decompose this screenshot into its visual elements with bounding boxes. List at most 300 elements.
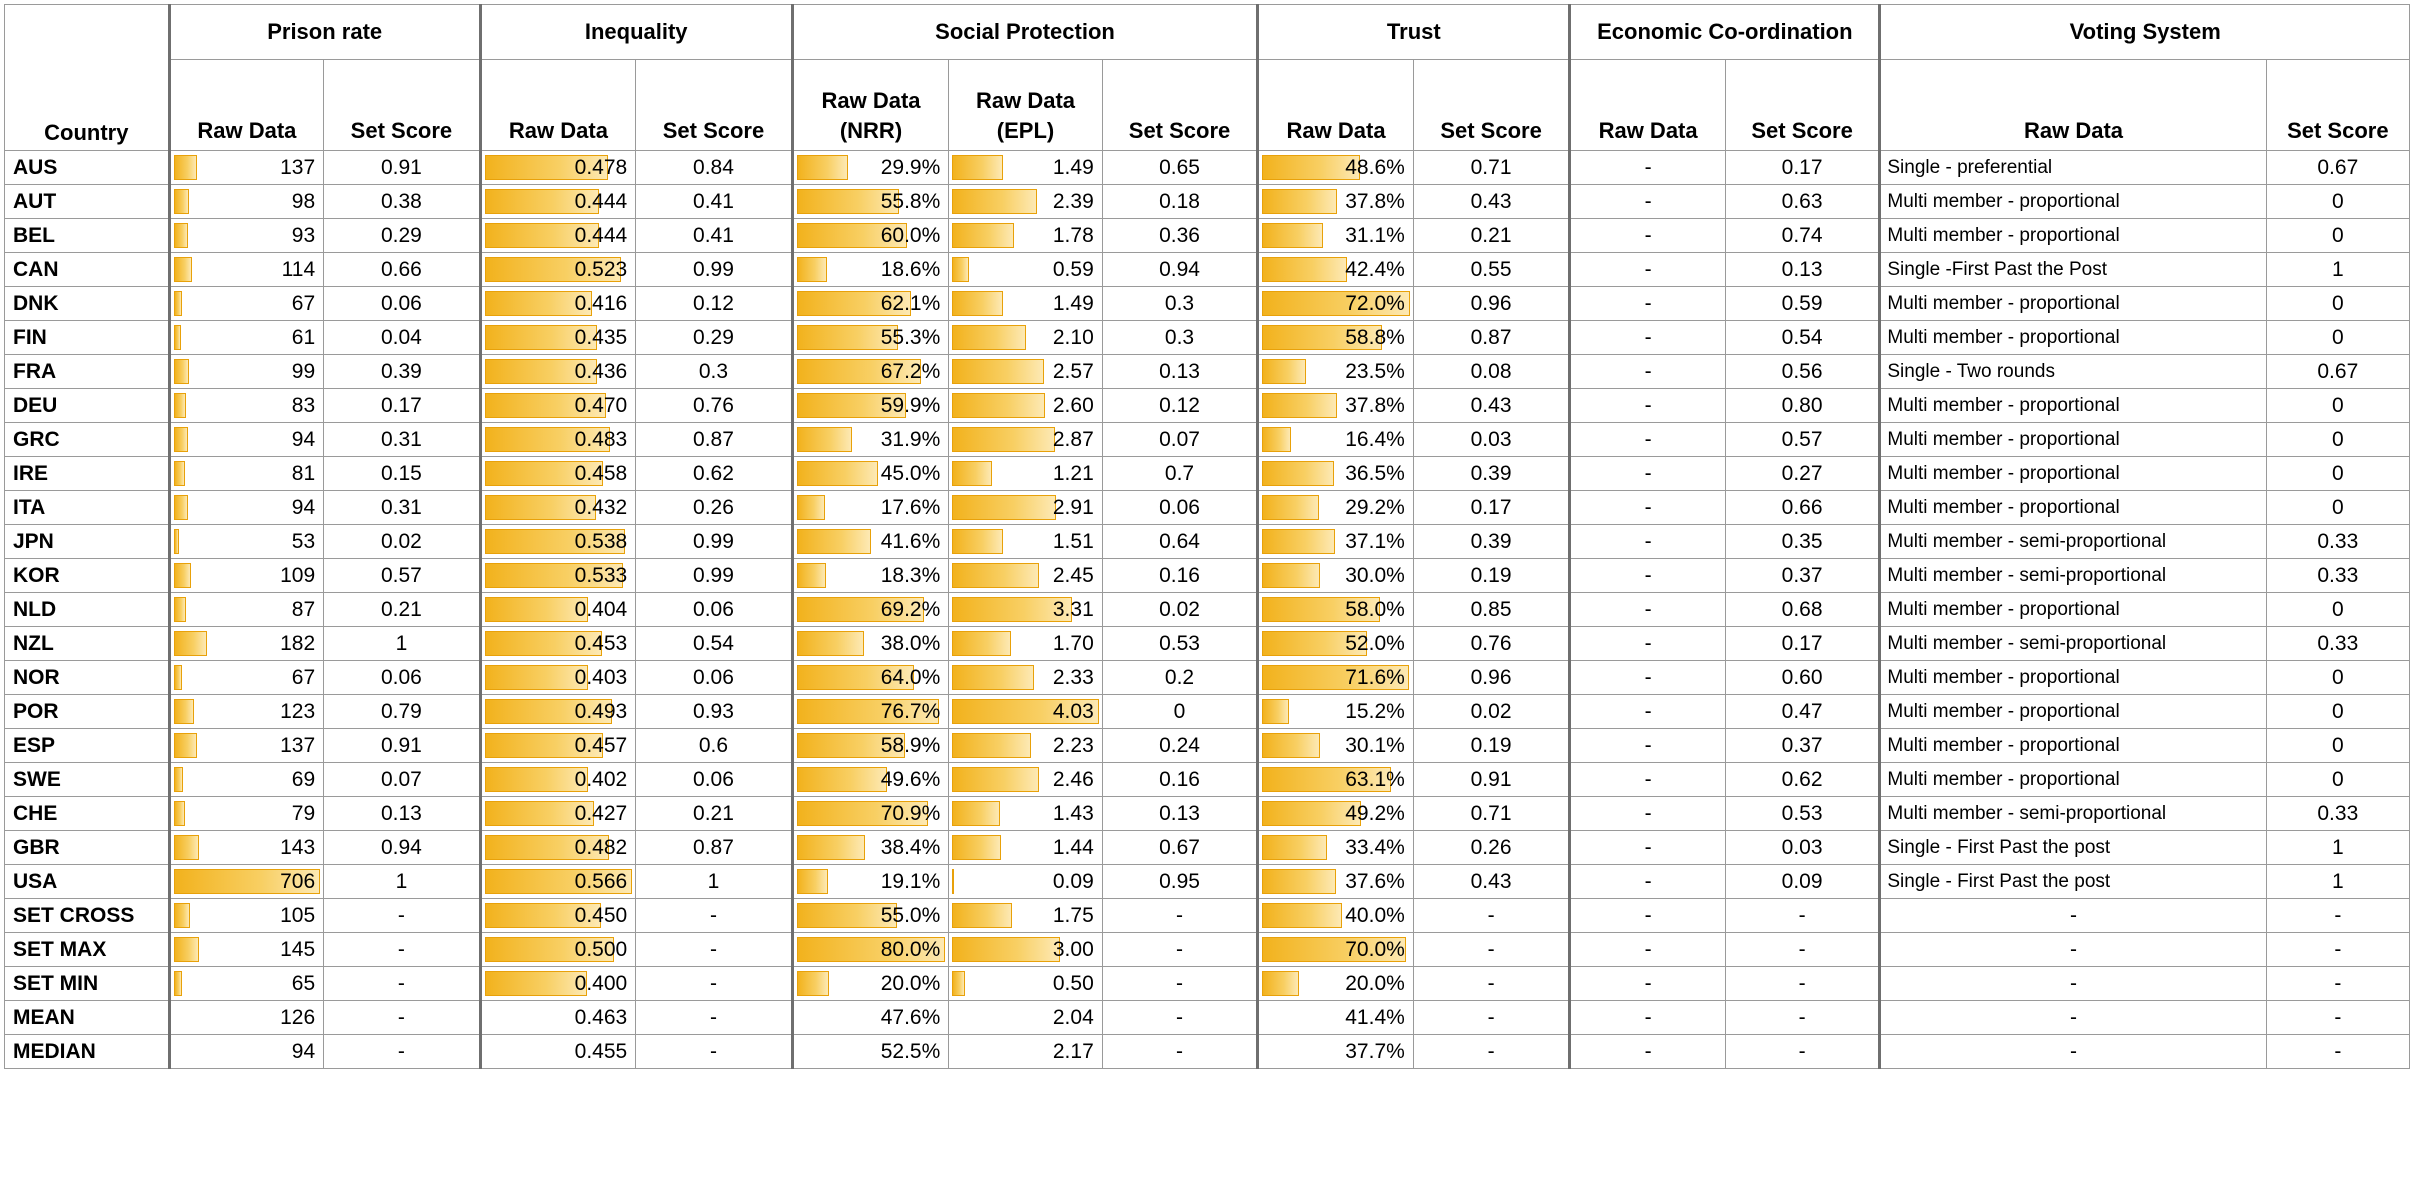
data-bar bbox=[1262, 903, 1341, 928]
cell-nrr bbox=[792, 1001, 949, 1035]
cell-country: BEL bbox=[5, 219, 170, 253]
cell-epl bbox=[949, 593, 1102, 627]
cell-vote: Multi member - proportional bbox=[1880, 219, 2266, 253]
cell-ineq bbox=[480, 457, 636, 491]
sub-header: Set Score bbox=[2266, 60, 2409, 151]
cell-vote-s: - bbox=[2266, 967, 2409, 1001]
data-bar bbox=[174, 767, 183, 792]
cell-value: 29.9% bbox=[880, 155, 941, 179]
cell-prison-s: 0.66 bbox=[324, 253, 481, 287]
cell-ineq bbox=[480, 389, 636, 423]
data-bar bbox=[952, 631, 1010, 656]
data-bar bbox=[174, 529, 179, 554]
cell-prison bbox=[169, 899, 324, 933]
cell-value: 83 bbox=[291, 393, 316, 417]
cell-trust bbox=[1258, 185, 1414, 219]
cell-vote-s: 0 bbox=[2266, 661, 2409, 695]
cell-ineq-s: 0.06 bbox=[636, 763, 793, 797]
sub-header: Set Score bbox=[1102, 60, 1258, 151]
cell-ec: - bbox=[1570, 967, 1726, 1001]
cell-value: 1.21 bbox=[1052, 461, 1094, 485]
data-bar bbox=[952, 801, 1000, 826]
cell-trust bbox=[1258, 219, 1414, 253]
cell-ineq bbox=[480, 287, 636, 321]
group-prison-rate: Prison rate bbox=[169, 5, 480, 60]
cell-value: 38.4% bbox=[880, 835, 941, 859]
cell-epl bbox=[949, 865, 1102, 899]
cell-prison bbox=[169, 389, 324, 423]
cell-ineq-s: 0.99 bbox=[636, 559, 793, 593]
cell-ineq-s: 0.99 bbox=[636, 525, 793, 559]
cell-value: 79 bbox=[291, 801, 316, 825]
cell-trust bbox=[1258, 763, 1414, 797]
data-bar bbox=[174, 427, 188, 452]
group-social-protection: Social Protection bbox=[792, 5, 1258, 60]
cell-value: 0.458 bbox=[574, 461, 628, 485]
cell-country: AUS bbox=[5, 151, 170, 185]
table-row bbox=[5, 865, 2410, 899]
country-header: Country bbox=[5, 5, 170, 151]
cell-vote-s: 0.33 bbox=[2266, 525, 2409, 559]
sub-header: Set Score bbox=[1725, 60, 1880, 151]
cell-vote-s: - bbox=[2266, 1001, 2409, 1035]
cell-sp-s: - bbox=[1102, 1035, 1258, 1069]
cell-prison bbox=[169, 559, 324, 593]
cell-value: 137 bbox=[280, 155, 316, 179]
data-bar bbox=[952, 461, 992, 486]
cell-vote: Single - First Past the post bbox=[1880, 865, 2266, 899]
cell-ineq bbox=[480, 185, 636, 219]
cell-prison-s: - bbox=[324, 1001, 481, 1035]
cell-trust-s: - bbox=[1413, 933, 1570, 967]
cell-vote-s: 0 bbox=[2266, 287, 2409, 321]
cell-trust bbox=[1258, 729, 1414, 763]
cell-prison bbox=[169, 865, 324, 899]
cell-ec-s: 0.09 bbox=[1725, 865, 1880, 899]
cell-country: DEU bbox=[5, 389, 170, 423]
cell-prison-s: - bbox=[324, 899, 481, 933]
cell-value: 0.402 bbox=[574, 767, 628, 791]
cell-value: 0.404 bbox=[574, 597, 628, 621]
cell-ec-s: - bbox=[1725, 899, 1880, 933]
cell-value: 0.500 bbox=[574, 937, 628, 961]
cell-value: 123 bbox=[280, 699, 316, 723]
cell-vote: Multi member - proportional bbox=[1880, 185, 2266, 219]
cell-sp-s: 0.64 bbox=[1102, 525, 1258, 559]
cell-ec-s: 0.03 bbox=[1725, 831, 1880, 865]
table-row bbox=[5, 287, 2410, 321]
cell-value: 1.49 bbox=[1052, 155, 1094, 179]
cell-prison-s: 1 bbox=[324, 627, 481, 661]
cell-nrr bbox=[792, 151, 949, 185]
cell-value: 87 bbox=[291, 597, 316, 621]
data-bar bbox=[952, 563, 1039, 588]
cell-country: SET CROSS bbox=[5, 899, 170, 933]
table-row bbox=[5, 151, 2410, 185]
cell-vote-s: 0 bbox=[2266, 321, 2409, 355]
cell-prison-s: 0.17 bbox=[324, 389, 481, 423]
cell-ec-s: 0.17 bbox=[1725, 151, 1880, 185]
cell-ineq bbox=[480, 729, 636, 763]
cell-nrr bbox=[792, 729, 949, 763]
cell-ineq-s: 0.62 bbox=[636, 457, 793, 491]
cell-trust-s: 0.76 bbox=[1413, 627, 1570, 661]
cell-trust-s: 0.39 bbox=[1413, 525, 1570, 559]
cell-value: 2.91 bbox=[1052, 495, 1094, 519]
table-row bbox=[5, 695, 2410, 729]
cell-prison-s: 0.06 bbox=[324, 287, 481, 321]
cell-trust-s: 0.96 bbox=[1413, 287, 1570, 321]
table-row bbox=[5, 967, 2410, 1001]
table-row bbox=[5, 1035, 2410, 1069]
cell-trust-s: 0.17 bbox=[1413, 491, 1570, 525]
cell-vote: - bbox=[1880, 899, 2266, 933]
cell-value: 42.4% bbox=[1345, 257, 1405, 281]
cell-ineq-s: 0.41 bbox=[636, 219, 793, 253]
cell-trust-s: 0.87 bbox=[1413, 321, 1570, 355]
cell-ineq-s: 0.06 bbox=[636, 593, 793, 627]
cell-value: 1.78 bbox=[1052, 223, 1094, 247]
cell-nrr bbox=[792, 559, 949, 593]
cell-value: 61 bbox=[291, 325, 316, 349]
cell-value: 17.6% bbox=[880, 495, 941, 519]
cell-vote: Multi member - proportional bbox=[1880, 593, 2266, 627]
data-bar bbox=[174, 359, 189, 384]
cell-value: 2.57 bbox=[1052, 359, 1094, 383]
cell-ec: - bbox=[1570, 627, 1726, 661]
cell-ineq-s: 0.76 bbox=[636, 389, 793, 423]
cell-value: 2.33 bbox=[1052, 665, 1094, 689]
cell-country: MEAN bbox=[5, 1001, 170, 1035]
cell-value: 114 bbox=[281, 257, 316, 281]
sub-header: Raw Data bbox=[1258, 60, 1414, 151]
cell-value: 23.5% bbox=[1345, 359, 1405, 383]
table-row bbox=[5, 321, 2410, 355]
cell-trust bbox=[1258, 253, 1414, 287]
cell-ec-s: 0.54 bbox=[1725, 321, 1880, 355]
cell-country: CHE bbox=[5, 797, 170, 831]
cell-value: 98 bbox=[291, 189, 316, 213]
cell-value: 37.8% bbox=[1345, 393, 1405, 417]
cell-prison-s: 0.15 bbox=[324, 457, 481, 491]
cell-value: 0.533 bbox=[574, 563, 628, 587]
cell-vote: Multi member - proportional bbox=[1880, 423, 2266, 457]
cell-epl bbox=[949, 559, 1102, 593]
data-bar bbox=[952, 767, 1039, 792]
cell-ineq bbox=[480, 423, 636, 457]
cell-prison-s: 0.04 bbox=[324, 321, 481, 355]
cell-sp-s: - bbox=[1102, 933, 1258, 967]
cell-ineq-s: 0.6 bbox=[636, 729, 793, 763]
cell-ineq-s: 0.87 bbox=[636, 831, 793, 865]
cell-value: 0.400 bbox=[574, 971, 628, 995]
cell-value: 0.09 bbox=[1052, 869, 1094, 893]
cell-prison-s: 0.39 bbox=[324, 355, 481, 389]
cell-trust bbox=[1258, 321, 1414, 355]
cell-prison bbox=[169, 967, 324, 1001]
cell-sp-s: 0.07 bbox=[1102, 423, 1258, 457]
cell-vote-s: 0 bbox=[2266, 423, 2409, 457]
cell-epl bbox=[949, 695, 1102, 729]
cell-prison-s: 0.07 bbox=[324, 763, 481, 797]
cell-ineq bbox=[480, 661, 636, 695]
cell-sp-s: 0.16 bbox=[1102, 559, 1258, 593]
cell-trust-s: 0.02 bbox=[1413, 695, 1570, 729]
cell-vote-s: 0 bbox=[2266, 695, 2409, 729]
cell-value: 41.6% bbox=[880, 529, 941, 553]
cell-prison bbox=[169, 219, 324, 253]
cell-prison-s: - bbox=[324, 967, 481, 1001]
cell-vote: Multi member - proportional bbox=[1880, 287, 2266, 321]
table-row bbox=[5, 253, 2410, 287]
data-bar bbox=[952, 257, 968, 282]
cell-value: 2.04 bbox=[1052, 1005, 1094, 1029]
cell-vote-s: 0.33 bbox=[2266, 559, 2409, 593]
cell-ec-s: 0.68 bbox=[1725, 593, 1880, 627]
cell-value: 15.2% bbox=[1345, 699, 1405, 723]
cell-nrr bbox=[792, 457, 949, 491]
cell-sp-s: 0 bbox=[1102, 695, 1258, 729]
cell-trust-s: 0.85 bbox=[1413, 593, 1570, 627]
cell-ec-s: - bbox=[1725, 1035, 1880, 1069]
cell-ec-s: 0.63 bbox=[1725, 185, 1880, 219]
cell-value: 38.0% bbox=[880, 631, 941, 655]
cell-trust-s: 0.19 bbox=[1413, 729, 1570, 763]
cell-prison bbox=[169, 423, 324, 457]
cell-prison bbox=[169, 253, 324, 287]
cell-vote: Multi member - proportional bbox=[1880, 729, 2266, 763]
cell-trust-s: 0.03 bbox=[1413, 423, 1570, 457]
cell-ineq-s: 0.87 bbox=[636, 423, 793, 457]
cell-trust-s: 0.43 bbox=[1413, 389, 1570, 423]
cell-value: 0.453 bbox=[574, 631, 628, 655]
cell-trust bbox=[1258, 151, 1414, 185]
cell-ineq-s: 0.41 bbox=[636, 185, 793, 219]
cell-ineq bbox=[480, 627, 636, 661]
cell-vote-s: 0 bbox=[2266, 457, 2409, 491]
cell-vote: Multi member - semi-proportional bbox=[1880, 627, 2266, 661]
cell-value: 37.1% bbox=[1345, 529, 1405, 553]
data-bar bbox=[797, 835, 865, 860]
cell-value: 47.6% bbox=[880, 1005, 941, 1029]
cell-ineq bbox=[480, 797, 636, 831]
cell-value: 64.0% bbox=[880, 665, 941, 689]
cell-ineq bbox=[480, 593, 636, 627]
cell-value: 72.0% bbox=[1345, 291, 1405, 315]
cell-ineq bbox=[480, 321, 636, 355]
cell-prison-s: 0.79 bbox=[324, 695, 481, 729]
cell-ec: - bbox=[1570, 593, 1726, 627]
cell-trust-s: 0.55 bbox=[1413, 253, 1570, 287]
data-bar bbox=[797, 427, 853, 452]
cell-nrr bbox=[792, 321, 949, 355]
cell-value: 67 bbox=[291, 291, 316, 315]
cell-value: 94 bbox=[291, 1039, 316, 1063]
cell-epl bbox=[949, 661, 1102, 695]
cell-nrr bbox=[792, 355, 949, 389]
cell-nrr bbox=[792, 389, 949, 423]
cell-value: 0.523 bbox=[574, 257, 628, 281]
cell-value: 145 bbox=[280, 937, 316, 961]
cell-value: 0.59 bbox=[1052, 257, 1094, 281]
cell-prison bbox=[169, 1001, 324, 1035]
cell-ineq-s: 0.93 bbox=[636, 695, 793, 729]
cell-vote-s: 0.67 bbox=[2266, 151, 2409, 185]
data-bar bbox=[952, 359, 1043, 384]
cell-vote-s: 0 bbox=[2266, 389, 2409, 423]
cell-trust-s: 0.19 bbox=[1413, 559, 1570, 593]
cell-value: 0.478 bbox=[574, 155, 628, 179]
cell-ineq bbox=[480, 525, 636, 559]
cell-vote: Multi member - semi-proportional bbox=[1880, 797, 2266, 831]
cell-value: 2.60 bbox=[1052, 393, 1094, 417]
data-bar bbox=[1262, 359, 1306, 384]
cell-ec: - bbox=[1570, 695, 1726, 729]
table-row bbox=[5, 355, 2410, 389]
data-bar bbox=[174, 597, 187, 622]
data-bar bbox=[952, 971, 965, 996]
cell-nrr bbox=[792, 219, 949, 253]
cell-ineq bbox=[480, 253, 636, 287]
data-bar bbox=[797, 869, 828, 894]
cell-value: 126 bbox=[280, 1005, 316, 1029]
cell-value: 0.450 bbox=[574, 903, 628, 927]
cell-ec: - bbox=[1570, 763, 1726, 797]
cell-ineq bbox=[480, 151, 636, 185]
cell-vote: Single - First Past the post bbox=[1880, 831, 2266, 865]
cell-nrr bbox=[792, 287, 949, 321]
cell-sp-s: 0.12 bbox=[1102, 389, 1258, 423]
cell-trust bbox=[1258, 389, 1414, 423]
data-bar bbox=[952, 291, 1002, 316]
cell-trust bbox=[1258, 1035, 1414, 1069]
cell-value: 30.1% bbox=[1345, 733, 1405, 757]
cell-value: 20.0% bbox=[880, 971, 941, 995]
sub-header: Raw Data bbox=[1880, 60, 2266, 151]
cell-country: NZL bbox=[5, 627, 170, 661]
cell-prison bbox=[169, 321, 324, 355]
cell-epl bbox=[949, 389, 1102, 423]
cell-value: 3.31 bbox=[1052, 597, 1094, 621]
cell-sp-s: 0.13 bbox=[1102, 355, 1258, 389]
cell-ec: - bbox=[1570, 525, 1726, 559]
data-bar bbox=[952, 495, 1056, 520]
cell-prison-s: - bbox=[324, 1035, 481, 1069]
cell-epl bbox=[949, 219, 1102, 253]
data-bar bbox=[174, 223, 188, 248]
table-row bbox=[5, 797, 2410, 831]
cell-trust bbox=[1258, 865, 1414, 899]
cell-epl bbox=[949, 831, 1102, 865]
cell-country: GRC bbox=[5, 423, 170, 457]
cell-sp-s: - bbox=[1102, 967, 1258, 1001]
cell-sp-s: 0.95 bbox=[1102, 865, 1258, 899]
cell-value: 52.0% bbox=[1345, 631, 1405, 655]
cell-sp-s: 0.3 bbox=[1102, 287, 1258, 321]
data-bar bbox=[485, 597, 589, 622]
cell-prison bbox=[169, 457, 324, 491]
cell-ineq bbox=[480, 763, 636, 797]
cell-value: 2.45 bbox=[1052, 563, 1094, 587]
cell-value: 1.49 bbox=[1052, 291, 1094, 315]
data-bar bbox=[485, 971, 587, 996]
cell-vote-s: 0.67 bbox=[2266, 355, 2409, 389]
sub-header: Raw Data bbox=[1570, 60, 1726, 151]
cell-ineq-s: 0.26 bbox=[636, 491, 793, 525]
cell-value: 0.538 bbox=[574, 529, 628, 553]
cell-ineq-s: 0.06 bbox=[636, 661, 793, 695]
cell-value: 49.6% bbox=[880, 767, 941, 791]
cell-ec: - bbox=[1570, 797, 1726, 831]
cell-value: 67 bbox=[291, 665, 316, 689]
cell-trust bbox=[1258, 559, 1414, 593]
cell-country: AUT bbox=[5, 185, 170, 219]
cell-value: 71.6% bbox=[1345, 665, 1405, 689]
cell-vote-s: - bbox=[2266, 933, 2409, 967]
cell-value: 1.43 bbox=[1052, 801, 1094, 825]
cell-value: 143 bbox=[280, 835, 316, 859]
cell-prison-s: 0.91 bbox=[324, 151, 481, 185]
cell-trust bbox=[1258, 933, 1414, 967]
data-bar bbox=[174, 563, 192, 588]
cell-trust bbox=[1258, 1001, 1414, 1035]
cell-value: 0.436 bbox=[574, 359, 628, 383]
data-bar bbox=[952, 903, 1012, 928]
cell-value: 99 bbox=[291, 359, 316, 383]
cell-prison bbox=[169, 831, 324, 865]
cell-ec: - bbox=[1570, 321, 1726, 355]
cell-ineq-s: - bbox=[636, 933, 793, 967]
cell-ec-s: 0.47 bbox=[1725, 695, 1880, 729]
cell-ec-s: 0.56 bbox=[1725, 355, 1880, 389]
data-bar bbox=[174, 801, 185, 826]
cell-epl bbox=[949, 967, 1102, 1001]
data-bar bbox=[797, 631, 864, 656]
cell-nrr bbox=[792, 831, 949, 865]
cell-ineq bbox=[480, 559, 636, 593]
cell-value: 20.0% bbox=[1345, 971, 1405, 995]
cell-trust-s: 0.43 bbox=[1413, 865, 1570, 899]
data-bar bbox=[174, 495, 188, 520]
cell-prison-s: 0.06 bbox=[324, 661, 481, 695]
cell-value: 58.9% bbox=[880, 733, 941, 757]
data-bar bbox=[797, 155, 849, 180]
cell-trust-s: 0.43 bbox=[1413, 185, 1570, 219]
data-bar bbox=[797, 257, 827, 282]
cell-trust bbox=[1258, 593, 1414, 627]
data-bar bbox=[952, 189, 1036, 214]
cell-epl bbox=[949, 321, 1102, 355]
cell-value: 0.482 bbox=[574, 835, 628, 859]
data-bar bbox=[1262, 223, 1322, 248]
cell-prison bbox=[169, 185, 324, 219]
group-inequality: Inequality bbox=[480, 5, 792, 60]
cell-trust bbox=[1258, 661, 1414, 695]
cell-nrr bbox=[792, 593, 949, 627]
cell-ec-s: 0.37 bbox=[1725, 729, 1880, 763]
cell-value: 31.1% bbox=[1345, 223, 1405, 247]
cell-sp-s: 0.53 bbox=[1102, 627, 1258, 661]
cell-value: 29.2% bbox=[1345, 495, 1405, 519]
cell-value: 0.444 bbox=[574, 189, 628, 213]
cell-value: 62.1% bbox=[880, 291, 941, 315]
cell-vote: Multi member - proportional bbox=[1880, 695, 2266, 729]
group-trust: Trust bbox=[1258, 5, 1570, 60]
cell-vote: Multi member - proportional bbox=[1880, 661, 2266, 695]
table-row bbox=[5, 627, 2410, 661]
cell-prison bbox=[169, 695, 324, 729]
data-bar bbox=[952, 155, 1002, 180]
